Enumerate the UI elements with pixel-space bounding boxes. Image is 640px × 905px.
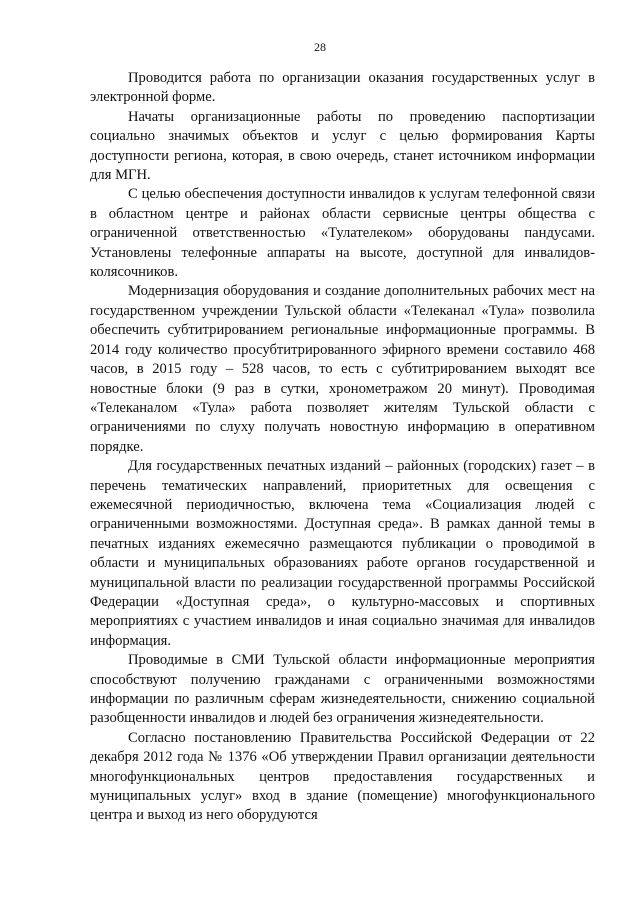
paragraph-passportization: Начаты организационные работы по проведению паспортизации социально значимых объектов и услуг с целью формирования Карты доступности региона, которая, в свою очередь, станет источником информации для МГН. [90,108,595,184]
paragraph-telephone-access: С целью обеспечения доступности инвалидов к услугам телефонной связи в областном центре и районах области сервисные центры общества с ограниченной ответственностью «Тулателеком» оборудованы пандусами. Установлены телефонные аппараты на высоте, доступной для инвалидов-колясочников. [90,186,595,281]
paragraph-mfc-regulation: Согласно постановлению Правительства Российской Федерации от 22 декабря 2012 года № 1376 «Об утверждении Правил организации деятельности многофункциональных центров предоставления государственных и муниципальных услуг» вход в здание (помещение) многофункционального центра и выход из него оборудуются [90,729,595,824]
page-number: 28 [314,40,326,54]
document-body [90,69,595,826]
paragraph-print-media: Для государственных печатных изданий – районных (городских) газет – в перечень тематических направлений, приоритетных для освещения с ежемесячной периодичностью, включена тема «Социализация людей с ограниченными возможностями. Доступная среда». В рамках данной темы в печатных изданиях ежемесячно размещаются публикации о проводимой в области и муниципальных образованиях работе органов государственной и муниципальной власти по реализации государственной программы Российской Федерации «Доступная среда», о культурно-массовых и спортивных мероприятиях с участием инвалидов и иная социально значимая для инвалидов информация. [90,458,595,649]
paragraph-tv-subtitles: Модернизация оборудования и создание дополнительных рабочих мест на государственном учреждении Тульской области «Телеканал «Тула» позволила обеспечить субтитрированием региональные информационные программы. В 2014 году количество просубтитрированного эфирного времени составило 468 часов, в 2015 году – 528 часов, то есть с субтитрированием выходят все новостные блоки (9 раз в сутки, хронометражом 20 минут). Проводимая «Телеканалом «Тула» работа позволяет жителям Тульской области с ограничениями по слуху получать новостную информацию в оперативном порядке. [90,283,595,455]
paragraph-media-events: Проводимые в СМИ Тульской области информационные мероприятия способствуют получению гражданами с ограниченными возможностями информации по различным сферам жизнедеятельности, снижению социальной разобщенности инвалидов и людей без ограничения жизнедеятельности. [90,652,595,727]
paragraph-electronic-services: Проводится работа по организации оказания государственных услуг в электронной форме. [90,70,595,106]
